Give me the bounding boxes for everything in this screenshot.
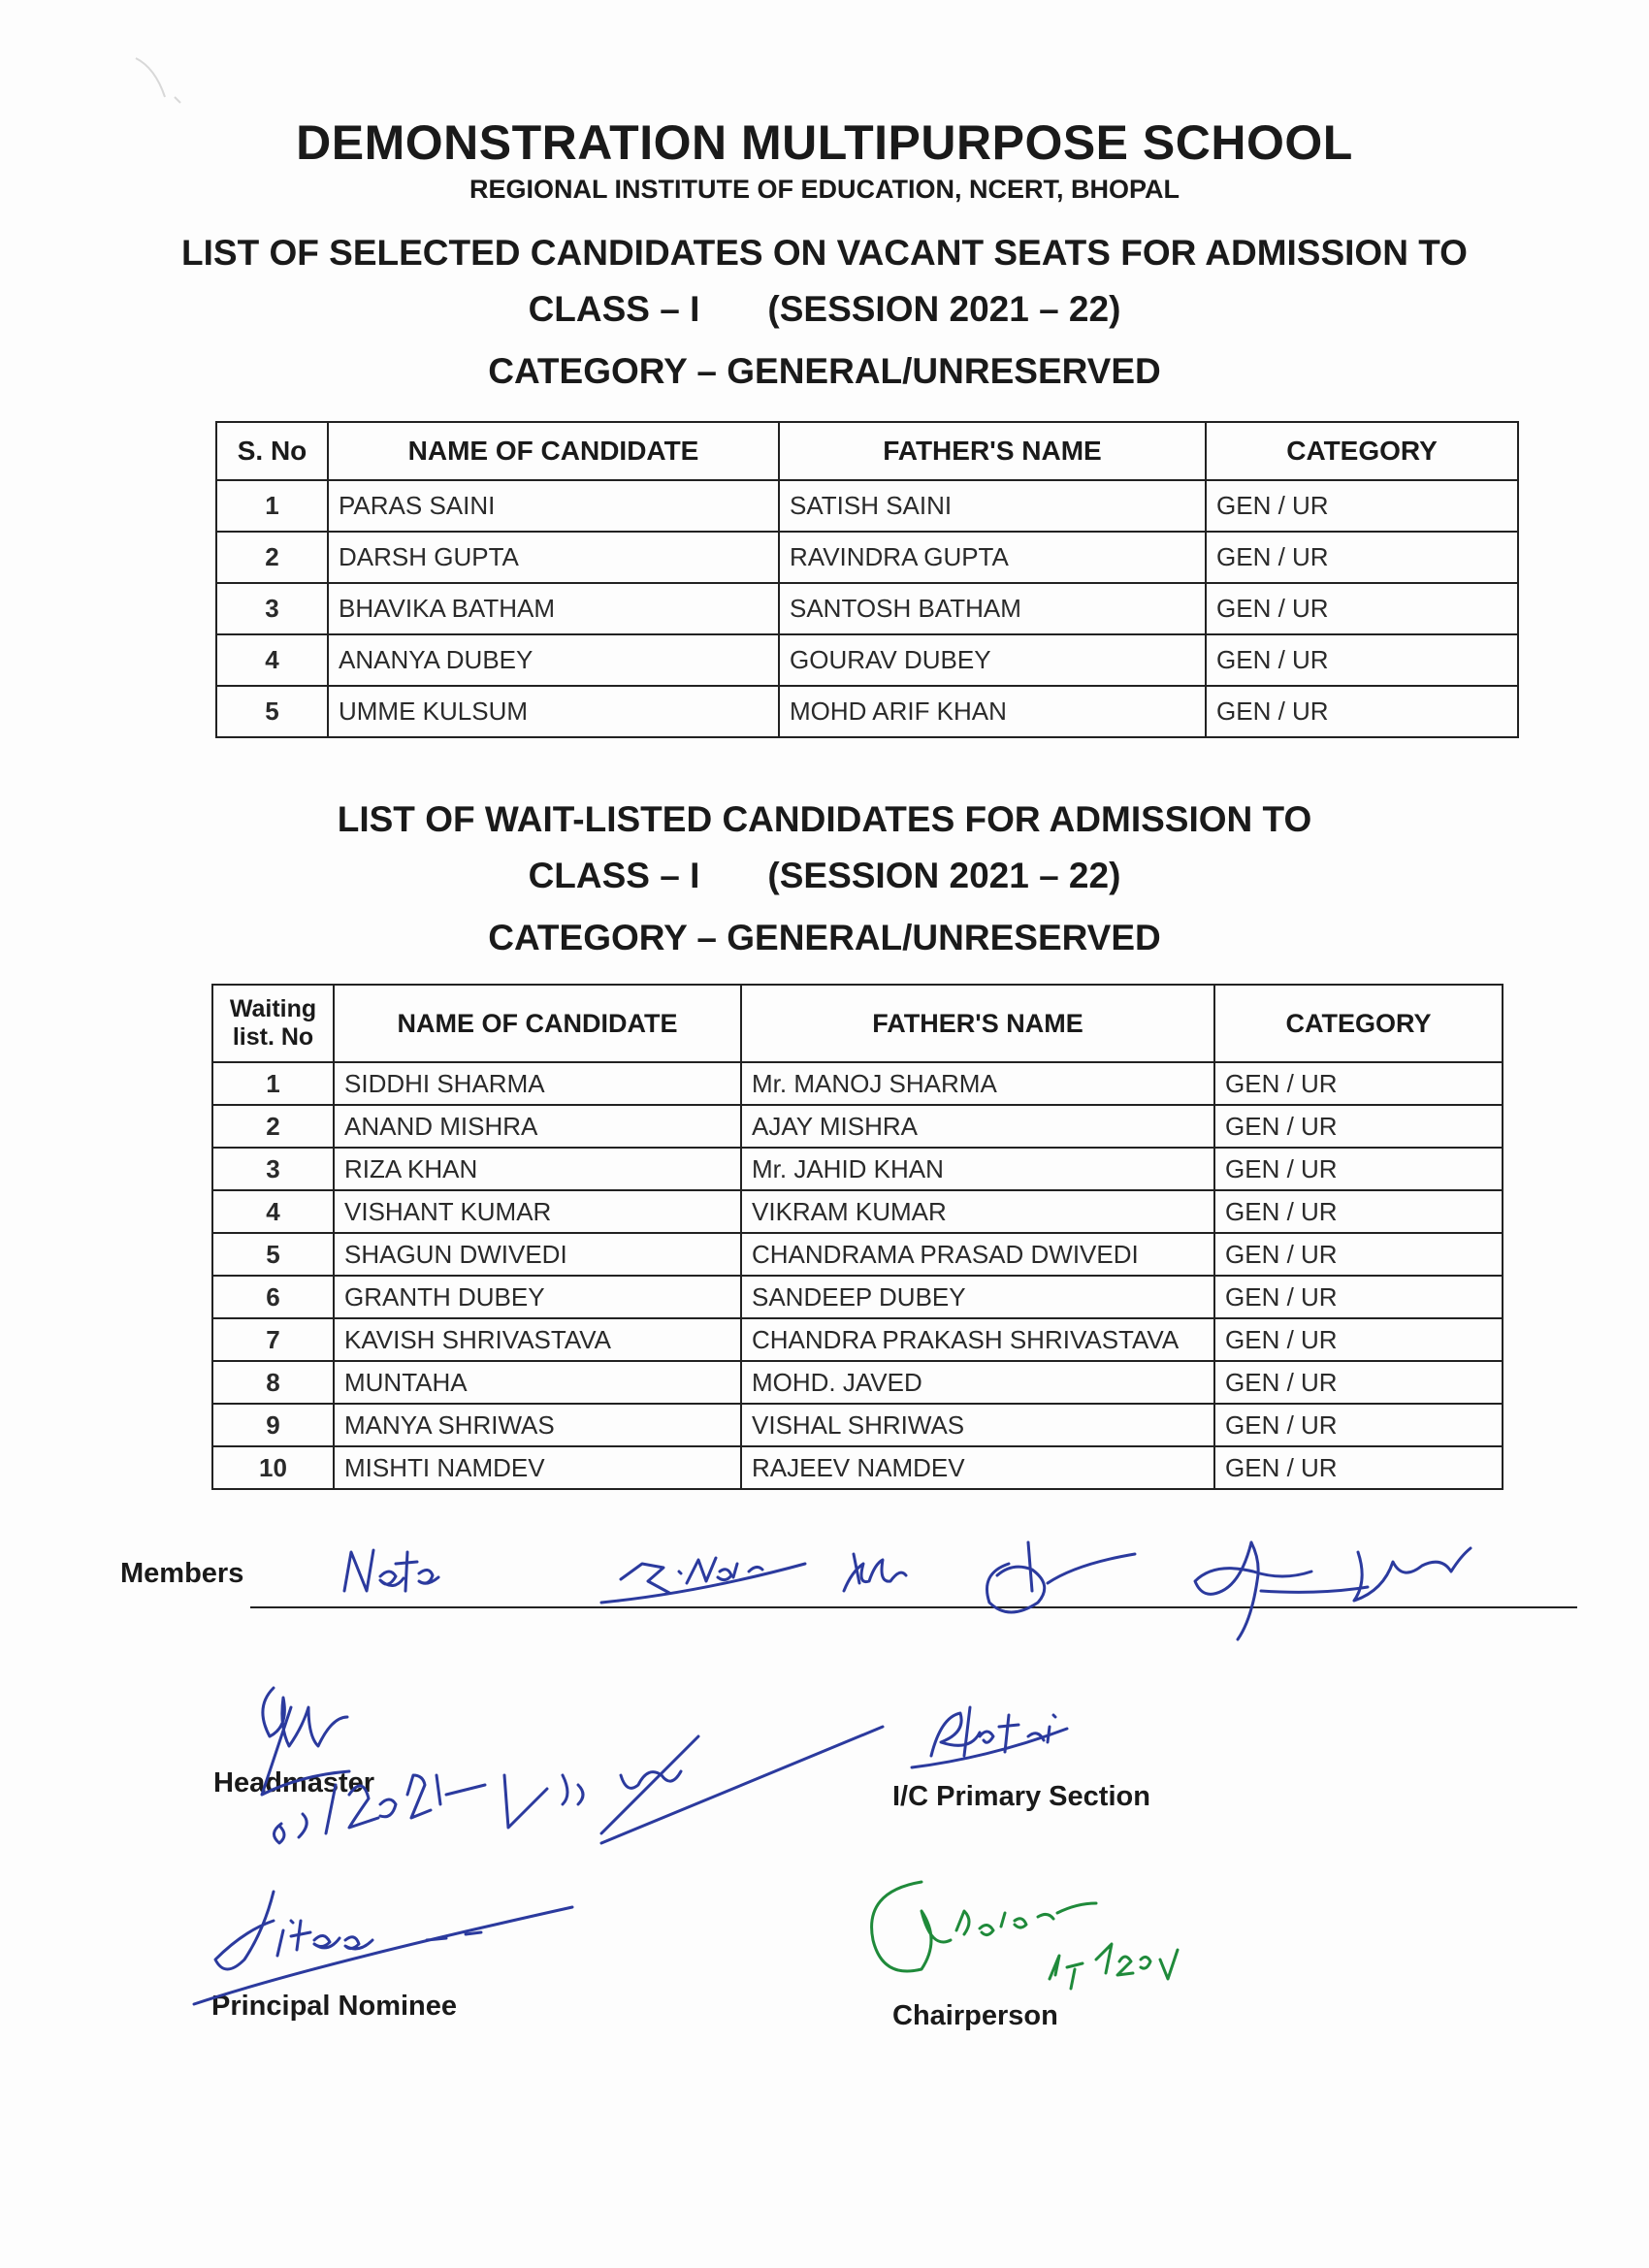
candidate-name-cell: ANANYA DUBEY — [328, 634, 779, 686]
school-name: DEMONSTRATION MULTIPURPOSE SCHOOL — [296, 115, 1353, 170]
father-name-cell: SANDEEP DUBEY — [741, 1276, 1214, 1318]
candidate-name-cell: ANAND MISHRA — [334, 1105, 741, 1148]
category-cell: GEN / UR — [1214, 1361, 1503, 1404]
category-cell: GEN / UR — [1214, 1105, 1503, 1148]
candidate-name-cell: VISHANT KUMAR — [334, 1190, 741, 1233]
category-cell: GEN / UR — [1206, 583, 1518, 634]
row-number-cell: 9 — [212, 1404, 334, 1446]
father-name-cell: Mr. MANOJ SHARMA — [741, 1062, 1214, 1105]
row-number-cell: 5 — [212, 1233, 334, 1276]
father-name-cell: VISHAL SHRIWAS — [741, 1404, 1214, 1446]
candidate-name-cell: GRANTH DUBEY — [334, 1276, 741, 1318]
row-number-cell: 2 — [212, 1105, 334, 1148]
father-name-cell: MOHD ARIF KHAN — [779, 686, 1206, 737]
father-name-cell: SANTOSH BATHAM — [779, 583, 1206, 634]
row-number-cell: 2 — [216, 532, 328, 583]
col-header-line: list. No — [232, 1023, 314, 1051]
father-name-cell: VIKRAM KUMAR — [741, 1190, 1214, 1233]
row-number-cell: 1 — [216, 480, 328, 532]
signature-members-3 — [844, 1554, 906, 1591]
row-number-cell: 7 — [212, 1318, 334, 1361]
institute-name: REGIONAL INSTITUTE OF EDUCATION, NCERT, BHOPAL — [469, 175, 1180, 204]
father-name-cell: Mr. JAHID KHAN — [741, 1148, 1214, 1190]
category-cell: GEN / UR — [1214, 1404, 1503, 1446]
col-header: CATEGORY — [1206, 422, 1518, 480]
waitlist-title: LIST OF WAIT-LISTED CANDIDATES FOR ADMISSION TO — [337, 799, 1312, 839]
col-header-line: Waiting — [229, 995, 317, 1023]
col-header: FATHER'S NAME — [741, 985, 1214, 1062]
chairperson-label: Chairperson — [892, 2000, 1058, 2031]
category-cell: GEN / UR — [1206, 686, 1518, 737]
waitlist-category: CATEGORY – GENERAL/UNRESERVED — [488, 918, 1161, 957]
selected-session: (SESSION 2021 – 22) — [767, 289, 1121, 329]
principal-nominee-label: Principal Nominee — [211, 1991, 458, 2022]
father-name-cell: CHANDRAMA PRASAD DWIVEDI — [741, 1233, 1214, 1276]
row-number-cell: 1 — [212, 1062, 334, 1105]
father-name-cell: RAVINDRA GUPTA — [779, 532, 1206, 583]
scan-smudge — [136, 58, 180, 103]
col-header: NAME OF CANDIDATE — [334, 985, 741, 1062]
category-cell: GEN / UR — [1214, 1190, 1503, 1233]
signature-chairperson — [872, 1882, 1096, 1971]
members-label: Members — [120, 1558, 244, 1589]
signature-chairperson-date — [1050, 1944, 1178, 1989]
signature-members-1 — [344, 1550, 438, 1591]
row-number-cell: 5 — [216, 686, 328, 737]
signature-members-4 — [987, 1542, 1136, 1612]
category-cell: GEN / UR — [1214, 1148, 1503, 1190]
category-cell: GEN / UR — [1214, 1276, 1503, 1318]
ic-primary-label: I/C Primary Section — [892, 1781, 1150, 1812]
category-cell: GEN / UR — [1206, 634, 1518, 686]
candidate-name-cell: SHAGUN DWIVEDI — [334, 1233, 741, 1276]
row-number-cell: 4 — [212, 1190, 334, 1233]
category-cell: GEN / UR — [1214, 1062, 1503, 1105]
father-name-cell: GOURAV DUBEY — [779, 634, 1206, 686]
row-number-cell: 3 — [216, 583, 328, 634]
col-header: NAME OF CANDIDATE — [328, 422, 779, 480]
category-cell: GEN / UR — [1206, 480, 1518, 532]
father-name-cell: CHANDRA PRAKASH SHRIVASTAVA — [741, 1318, 1214, 1361]
col-header: CATEGORY — [1214, 985, 1503, 1062]
candidate-name-cell: UMME KULSUM — [328, 686, 779, 737]
father-name-cell: SATISH SAINI — [779, 480, 1206, 532]
candidate-name-cell: DARSH GUPTA — [328, 532, 779, 583]
selected-class: CLASS – I — [528, 289, 700, 329]
candidate-name-cell: PARAS SAINI — [328, 480, 779, 532]
candidate-name-cell: MANYA SHRIWAS — [334, 1404, 741, 1446]
candidate-name-cell: KAVISH SHRIVASTAVA — [334, 1318, 741, 1361]
category-cell: GEN / UR — [1206, 532, 1518, 583]
candidate-name-cell: BHAVIKA BATHAM — [328, 583, 779, 634]
waitlist-session: (SESSION 2021 – 22) — [767, 856, 1121, 895]
category-cell: GEN / UR — [1214, 1318, 1503, 1361]
candidate-name-cell: MUNTAHA — [334, 1361, 741, 1404]
waitlist-class: CLASS – I — [528, 856, 700, 895]
signature-members-2 — [601, 1558, 805, 1603]
candidate-name-cell: SIDDHI SHARMA — [334, 1062, 741, 1105]
col-header: FATHER'S NAME — [779, 422, 1206, 480]
headmaster-label: Headmaster — [213, 1767, 375, 1798]
father-name-cell: RAJEEV NAMDEV — [741, 1446, 1214, 1489]
father-name-cell: MOHD. JAVED — [741, 1361, 1214, 1404]
selected-title: LIST OF SELECTED CANDIDATES ON VACANT SEATS FOR ADMISSION TO — [181, 233, 1468, 273]
signature-ic-primary — [912, 1707, 1067, 1767]
selected-category: CATEGORY – GENERAL/UNRESERVED — [488, 351, 1161, 391]
col-header: S. No — [216, 422, 328, 480]
signature-members-5 — [1195, 1542, 1471, 1639]
row-number-cell: 4 — [216, 634, 328, 686]
row-number-cell: 3 — [212, 1148, 334, 1190]
candidate-name-cell: RIZA KHAN — [334, 1148, 741, 1190]
row-number-cell: 10 — [212, 1446, 334, 1489]
signature-principal-nominee — [194, 1892, 572, 2004]
signature-headmaster — [262, 1688, 883, 1843]
row-number-cell: 6 — [212, 1276, 334, 1318]
category-cell: GEN / UR — [1214, 1233, 1503, 1276]
category-cell: GEN / UR — [1214, 1446, 1503, 1489]
father-name-cell: AJAY MISHRA — [741, 1105, 1214, 1148]
row-number-cell: 8 — [212, 1361, 334, 1404]
candidate-name-cell: MISHTI NAMDEV — [334, 1446, 741, 1489]
